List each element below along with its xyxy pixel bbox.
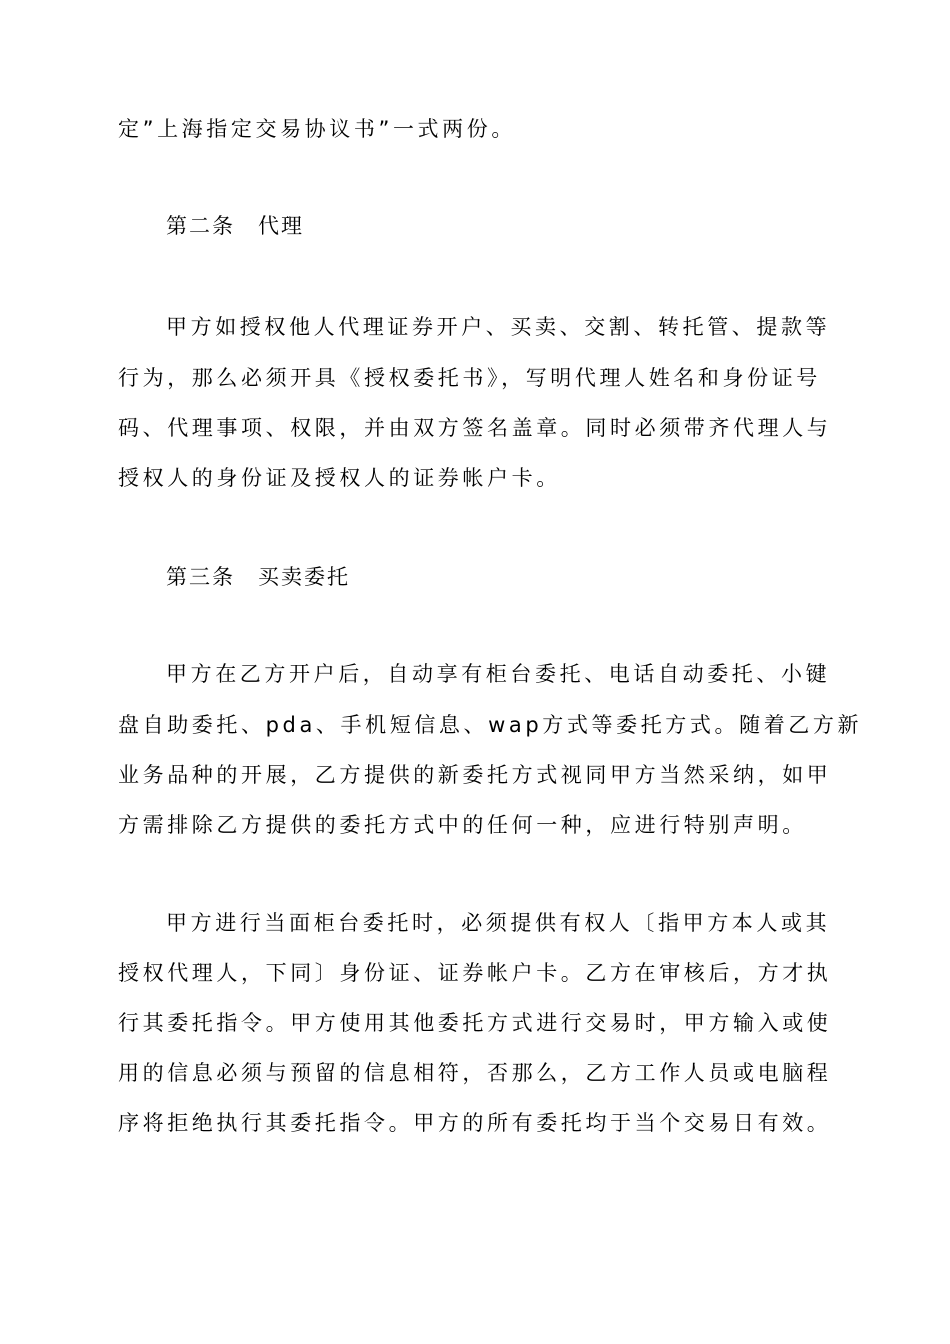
paragraph-line: 行其委托指令。甲方使用其他委托方式进行交易时，甲方输入或使 (118, 1011, 832, 1035)
paragraph-line: 用的信息必须与预留的信息相符，否那么，乙方工作人员或电脑程 (118, 1061, 832, 1085)
paragraph-line: 授权代理人，下同〕身份证、证券帐户卡。乙方在审核后，方才执 (118, 961, 832, 985)
section-heading-article-3: 第三条 买卖委托 (166, 565, 350, 589)
paragraph-line: 序将拒绝执行其委托指令。甲方的所有委托均于当个交易日有效。 (118, 1111, 832, 1135)
paragraph-line: 盘自助委托、pda、手机短信息、wap方式等委托方式。随着乙方新 (118, 713, 863, 737)
paragraph-line: 授权人的身份证及授权人的证券帐户卡。 (118, 466, 561, 490)
paragraph-line: 行为，那么必须开具《授权委托书》，写明代理人姓名和身份证号 (118, 366, 821, 390)
paragraph-line: 业务品种的开展，乙方提供的新委托方式视同甲方当然采纳，如甲 (118, 763, 832, 787)
paragraph-line: 定”上海指定交易协议书”一式两份。 (118, 117, 516, 141)
paragraph-line: 方需排除乙方提供的委托方式中的任何一种，应进行特别声明。 (118, 813, 807, 837)
paragraph-line: 甲方如授权他人代理证券开户、买卖、交割、转托管、提款等 (166, 315, 831, 339)
section-heading-article-2: 第二条 代理 (166, 214, 304, 238)
paragraph-line: 甲方在乙方开户后，自动享有柜台委托、电话自动委托、小键 (166, 662, 831, 686)
paragraph-line: 码、代理事项、权限，并由双方签名盖章。同时必须带齐代理人与 (118, 416, 832, 440)
paragraph-line: 甲方进行当面柜台委托时，必须提供有权人〔指甲方本人或其 (166, 911, 831, 935)
